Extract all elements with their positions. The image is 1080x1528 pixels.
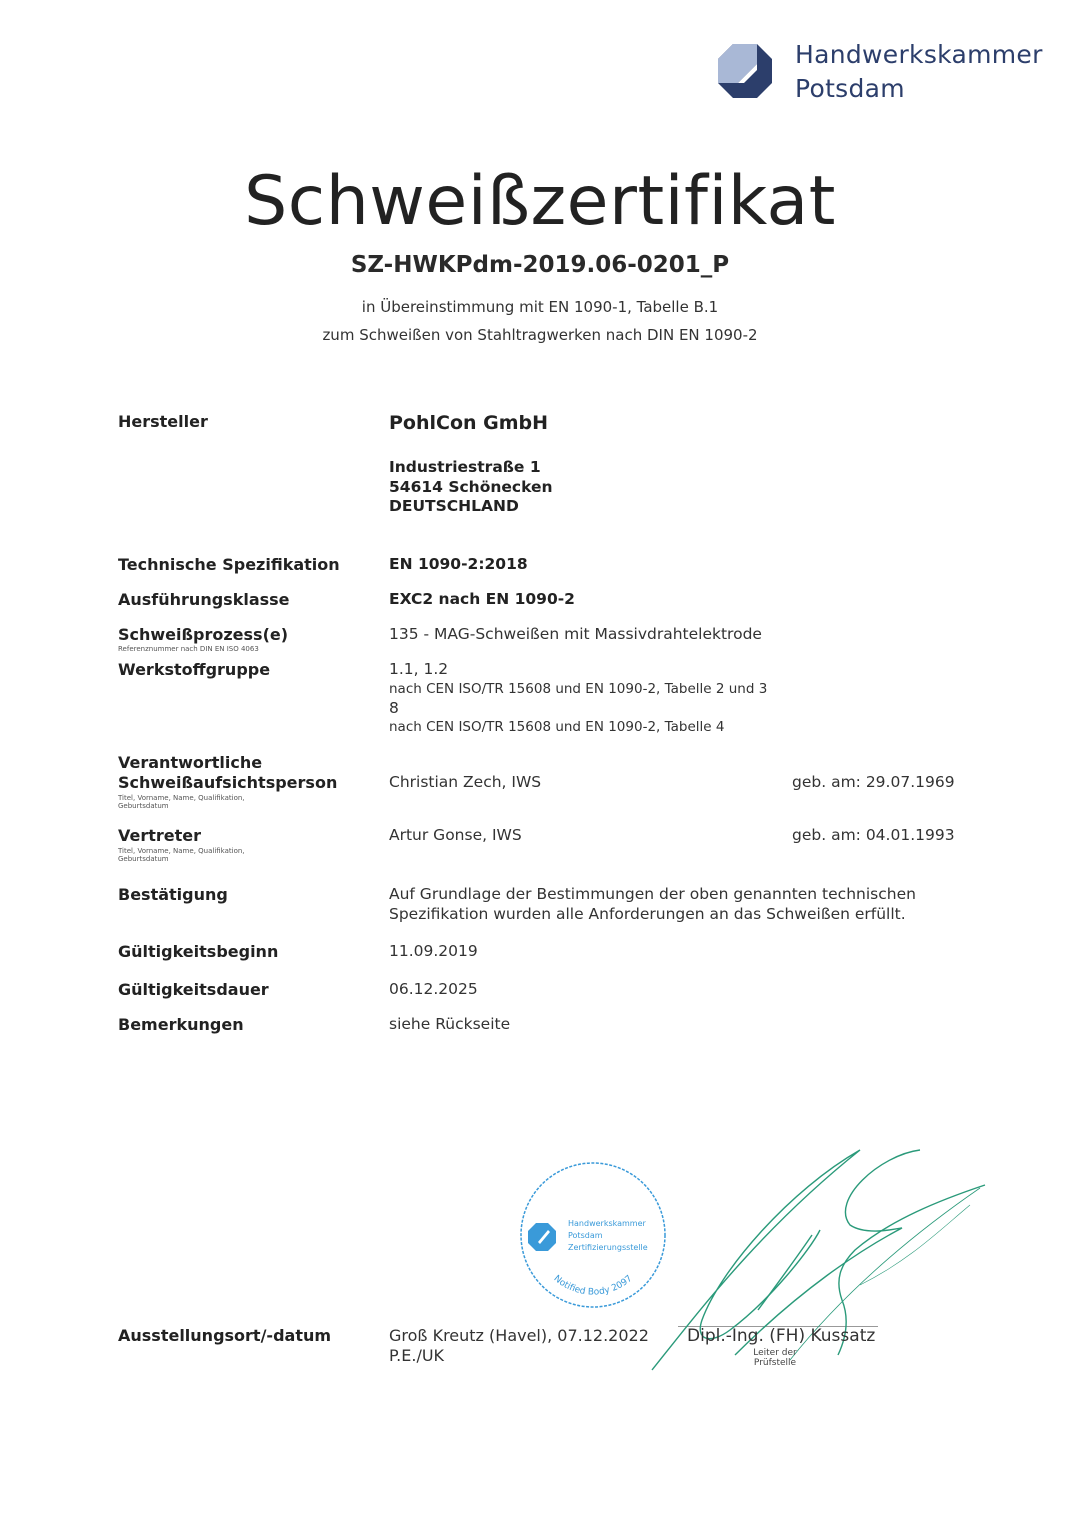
werkstoff-ref-2: nach CEN ISO/TR 15608 und EN 1090-2, Tabelle 4 [389,719,725,735]
signer-role-line1: Leiter der [753,1348,797,1358]
subtitle-line-1: in Übereinstimmung mit EN 1090-1, Tabelle B.1 [361,298,719,316]
dob-aufsicht: geb. am: 29.07.1969 [792,773,955,791]
label-prozess: Schweißprozess(e) [118,625,289,644]
svg-text:Notified Body 2097 [552,1274,635,1298]
note-prozess: Referenznummer nach DIN EN ISO 4063 [118,645,259,653]
werkstoff-ref-1: nach CEN ISO/TR 15608 und EN 1090-2, Tabelle 2 und 3 [389,680,768,697]
label-ausstellung: Ausstellungsort/-datum [118,1326,332,1345]
org-name [795,38,1043,106]
document-title: Schweißzertifikat [244,162,836,241]
label-klasse: Ausführungsklasse [118,590,290,609]
bestaetigung-line1: Auf Grundlage der Bestimmungen der oben genannten technischen [389,885,916,903]
stamp-line-1: Handwerkskammer [568,1219,646,1228]
value-bemerkungen: siehe Rückseite [389,1015,511,1033]
label-beginn: Gültigkeitsbeginn [118,942,279,961]
stamp-ring-text: Notified Body 2097 [551,1273,635,1298]
org-name-line1: Handwerkskammer [795,40,1043,69]
ausstellung-ref: P.E./UK [389,1345,445,1365]
label-dauer: Gültigkeitsdauer [118,980,269,999]
werkstoff-group-2: 8 [389,698,399,717]
value-prozess: 135 - MAG-Schweißen mit Massivdrahtelektrode [389,625,762,643]
label-aufsicht-line1: Verantwortliche [118,753,263,772]
stamp-logo-icon [528,1223,556,1251]
ausstellung-ort-datum: Groß Kreutz (Havel), 07.12.2022 [389,1326,649,1345]
manufacturer-address [389,458,553,517]
note-aufsicht-line1: Titel, Vorname, Name, Qualifikation, [118,794,245,802]
label-spezifikation: Technische Spezifikation [118,555,340,574]
signer-role-line2: Prüfstelle [753,1358,797,1368]
address-country: DEUTSCHLAND [389,497,519,515]
hwk-logo-icon [716,42,774,100]
note-aufsicht [118,794,245,810]
address-street: Industriestraße 1 [389,458,541,476]
value-dauer: 06.12.2025 [389,980,478,998]
value-aufsicht: Christian Zech, IWS [389,773,542,791]
address-city: 54614 Schönecken [389,477,553,496]
note-vertreter-line2: Geburtsdatum [118,855,169,863]
label-vertreter: Vertreter [118,826,202,845]
value-klasse: EXC2 nach EN 1090-2 [389,590,575,608]
label-aufsicht-line2: Schweißaufsichtsperson [118,773,338,792]
certificate-id: SZ-HWKPdm-2019.06-0201_P [350,252,730,278]
label-bemerkungen: Bemerkungen [118,1015,244,1034]
bestaetigung-line2: Spezifikation wurden alle Anforderungen an das Schweißen erfüllt. [389,904,906,923]
stamp-line-3: Zertifizierungsstelle [568,1243,648,1252]
value-bestaetigung [389,885,916,924]
label-bestaetigung: Bestätigung [118,885,228,904]
org-name-line2: Potsdam [795,74,905,103]
label-werkstoff: Werkstoffgruppe [118,660,271,679]
note-vertreter-line1: Titel, Vorname, Name, Qualifikation, [118,847,245,855]
dob-vertreter: geb. am: 04.01.1993 [792,826,955,844]
value-werkstoff [389,660,767,737]
value-spezifikation: EN 1090-2:2018 [389,555,528,573]
label-hersteller: Hersteller [118,412,208,431]
value-vertreter: Artur Gonse, IWS [389,826,522,844]
note-aufsicht-line2: Geburtsdatum [118,802,169,810]
signer-name: Dipl.-Ing. (FH) Kussatz [687,1326,876,1346]
value-ausstellung [389,1326,649,1365]
note-vertreter [118,847,245,863]
label-aufsicht [118,753,337,793]
signer-role [740,1348,810,1368]
stamp-line-2: Potsdam [568,1231,603,1240]
subtitle-line-2: zum Schweißen von Stahltragwerken nach DIN EN 1090-2 [322,326,758,344]
value-beginn: 11.09.2019 [389,942,478,960]
manufacturer-name: PohlCon GmbH [389,412,549,434]
werkstoff-group-1: 1.1, 1.2 [389,660,449,678]
